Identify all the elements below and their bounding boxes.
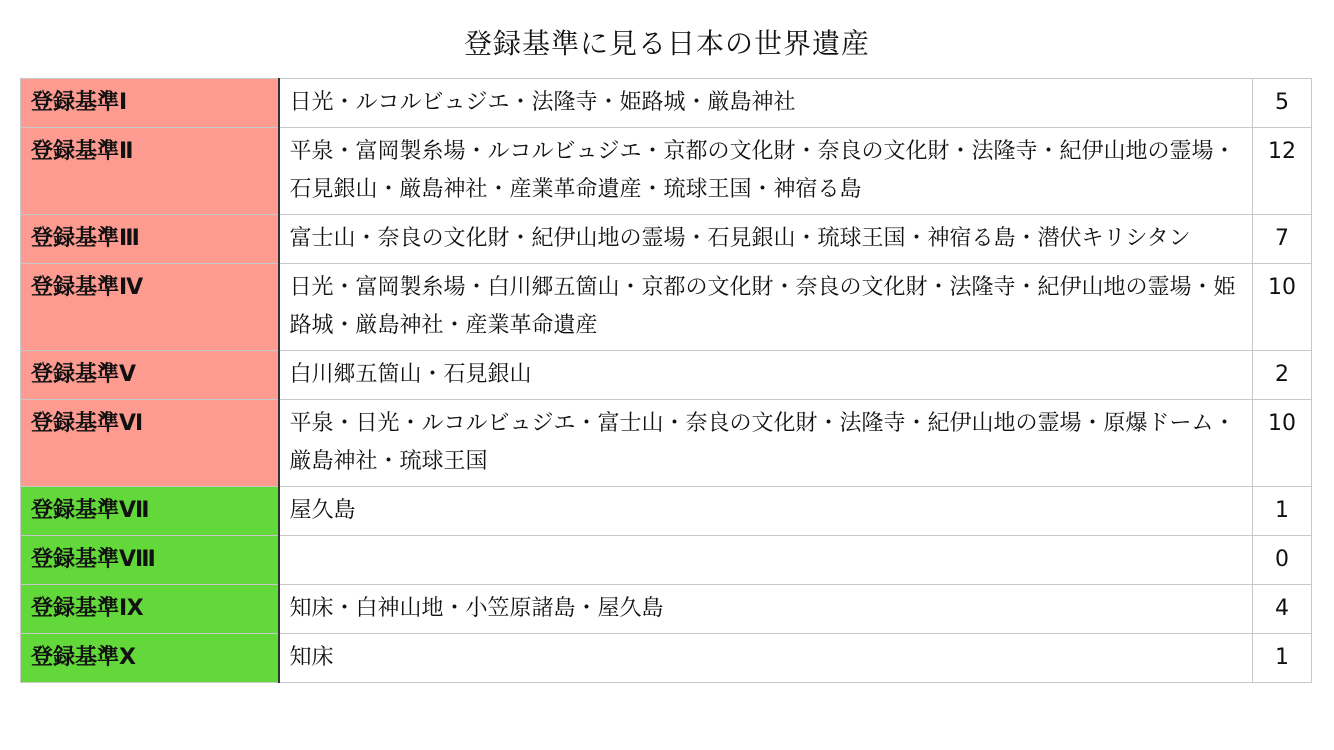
site-count: 5 <box>1253 79 1312 128</box>
site-list: 知床・白神山地・小笠原諸島・屋久島 <box>279 585 1253 634</box>
table-row <box>21 536 1312 585</box>
criterion-label: 登録基準Ⅲ <box>21 215 279 264</box>
site-list: 平泉・日光・ルコルビュジエ・富士山・奈良の文化財・法隆寺・紀伊山地の霊場・原爆ドーム・厳島神社・琉球王国 <box>279 400 1253 487</box>
site-count: 0 <box>1253 536 1312 585</box>
criteria-table <box>20 78 1312 683</box>
site-list: 日光・富岡製糸場・白川郷五箇山・京都の文化財・奈良の文化財・法隆寺・紀伊山地の霊場・姫路城・厳島神社・産業革命遺産 <box>279 264 1253 351</box>
table-row <box>21 79 1312 128</box>
site-count: 2 <box>1253 351 1312 400</box>
table-row <box>21 128 1312 215</box>
site-count: 10 <box>1253 400 1312 487</box>
criterion-label: 登録基準Ⅸ <box>21 585 279 634</box>
criterion-label: 登録基準Ⅹ <box>21 634 279 683</box>
site-count: 4 <box>1253 585 1312 634</box>
table-row <box>21 634 1312 683</box>
criterion-label: 登録基準Ⅶ <box>21 487 279 536</box>
table-row <box>21 215 1312 264</box>
table-row <box>21 585 1312 634</box>
page-title: 登録基準に見る日本の世界遺産 <box>463 27 870 60</box>
site-count: 10 <box>1253 264 1312 351</box>
site-count: 1 <box>1253 487 1312 536</box>
site-list: 知床 <box>279 634 1253 683</box>
site-list: 平泉・富岡製糸場・ルコルビュジエ・京都の文化財・奈良の文化財・法隆寺・紀伊山地の霊場・石見銀山・厳島神社・産業革命遺産・琉球王国・神宿る島 <box>279 128 1253 215</box>
table-row <box>21 264 1312 351</box>
criterion-label: 登録基準Ⅵ <box>21 400 279 487</box>
site-count: 7 <box>1253 215 1312 264</box>
site-count: 1 <box>1253 634 1312 683</box>
table-row <box>21 400 1312 487</box>
site-list <box>279 536 1253 585</box>
site-list: 白川郷五箇山・石見銀山 <box>279 351 1253 400</box>
site-list: 屋久島 <box>279 487 1253 536</box>
criterion-label: 登録基準Ⅳ <box>21 264 279 351</box>
criterion-label: 登録基準Ⅷ <box>21 536 279 585</box>
site-list: 富士山・奈良の文化財・紀伊山地の霊場・石見銀山・琉球王国・神宿る島・潜伏キリシタン <box>279 215 1253 264</box>
table-row <box>21 487 1312 536</box>
criterion-label: 登録基準Ⅴ <box>21 351 279 400</box>
table-body <box>21 79 1312 683</box>
site-list: 日光・ルコルビュジエ・法隆寺・姫路城・厳島神社 <box>279 79 1253 128</box>
site-count: 12 <box>1253 128 1312 215</box>
criterion-label: 登録基準Ⅰ <box>21 79 279 128</box>
table-row <box>21 351 1312 400</box>
criterion-label: 登録基準Ⅱ <box>21 128 279 215</box>
